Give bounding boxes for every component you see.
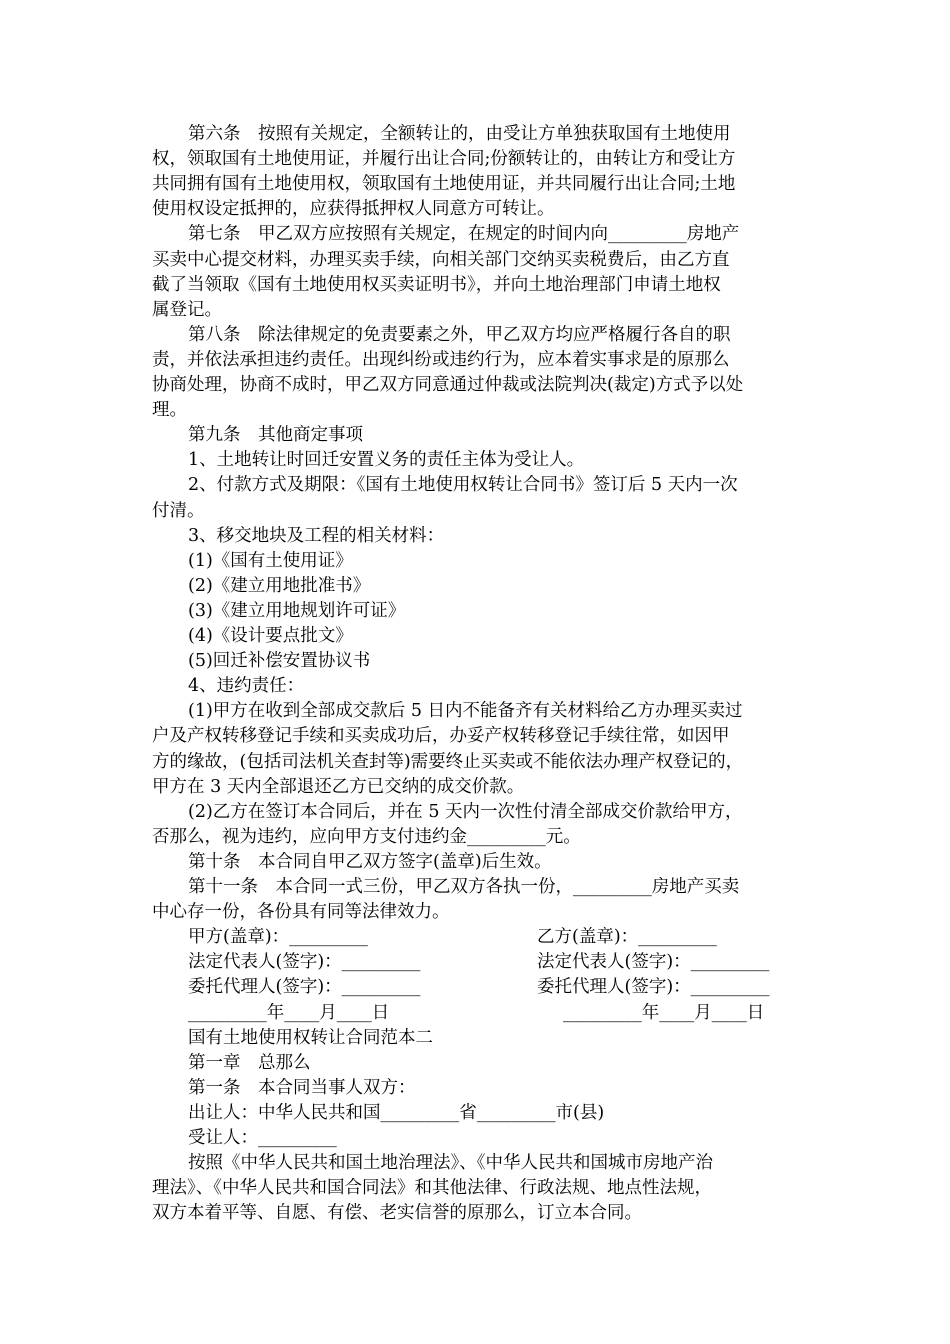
text-line: 2、付款方式及期限：《国有土地使用权转让合同书》签订后 5 天内一次 <box>188 475 738 496</box>
text-line: (3)《建立用地规划许可证》 <box>188 600 406 621</box>
text-line: 共同拥有国有土地使用权，领取国有土地使用证，并共同履行出让合同;土地 <box>152 174 736 195</box>
text-line: 属登记。 <box>152 299 222 320</box>
party-a-field: 甲方(盖章)：_________ <box>188 927 368 948</box>
text-line: (1)《国有土使用证》 <box>188 550 353 571</box>
text-line: 第十条 本合同自甲乙双方签字(盖章)后生效。 <box>188 851 552 872</box>
text-line: (1)甲方在收到全部成交款后 5 日内不能备齐有关材料给乙方办理买卖过 <box>188 701 743 722</box>
text-line: 出让人：中华人民共和国_________省_________市(县) <box>188 1102 605 1123</box>
text-line: 按照《中华人民共和国土地治理法》、《中华人民共和国城市房地产治 <box>188 1153 713 1174</box>
text-line: 否那么，视为违约，应向甲方支付违约金_________元。 <box>152 826 581 847</box>
party-b-field: 法定代表人(签字)：_________ <box>537 952 770 973</box>
text-line: 第一条 本合同当事人双方： <box>188 1077 416 1098</box>
text-line: 使用权设定抵押的，应获得抵押权人同意方可转让。 <box>152 199 555 220</box>
signature-row <box>0 975 950 1000</box>
text-line: 双方本着平等、自愿、有偿、老实信誉的原那么，订立本合同。 <box>152 1203 642 1224</box>
party-a-field: 法定代表人(签字)：_________ <box>188 952 421 973</box>
text-line: 中心存一份，各份具有同等法律效力。 <box>152 902 450 923</box>
signature-row <box>0 950 950 975</box>
party-b-field: 乙方(盖章)：_________ <box>537 927 717 948</box>
text-line: (5)回迁补偿安置协议书 <box>188 651 371 672</box>
text-line: (2)乙方在签订本合同后，并在 5 天内一次性付清全部成交价款给甲方， <box>188 801 743 822</box>
text-line: (2)《建立用地批准书》 <box>188 575 371 596</box>
party-a-field: 委托代理人(签字)：_________ <box>188 977 421 998</box>
text-line: 受让人：_________ <box>188 1128 337 1148</box>
party-a-field: _________年____月____日 <box>188 1002 390 1023</box>
text-line: 国有土地使用权转让合同范本二 <box>188 1027 433 1048</box>
text-line: 第七条 甲乙双方应按照有关规定，在规定的时间内向_________房地产 <box>188 224 740 245</box>
text-line: (4)《设计要点批文》 <box>188 626 353 646</box>
text-line: 甲方在 3 天内全部退还乙方已交纳的成交价款。 <box>152 776 525 797</box>
text-line: 协商处理，协商不成时，甲乙双方同意通过仲裁或法院判决(裁定)方式予以处 <box>152 375 744 395</box>
signature-row <box>0 925 950 950</box>
text-line: 4、违约责任： <box>188 676 305 697</box>
text-line: 方的缘故，(包括司法机关查封等)需要终止买卖或不能依法办理产权登记的， <box>152 751 744 772</box>
party-b-field: _________年____月____日 <box>563 1002 765 1023</box>
text-line: 第一章 总那么 <box>188 1052 311 1073</box>
text-line: 第九条 其他商定事项 <box>188 425 363 446</box>
text-line: 户及产权转移登记手续和买卖成功后，办妥产权转移登记手续往常，如因甲 <box>152 726 730 747</box>
text-line: 责，并依法承担违约责任。出现纠纷或违约行为，应本着实事求是的原那么 <box>152 349 730 370</box>
text-line: 理法》、《中华人民共和国合同法》和其他法律、行政法规、地点性法规， <box>152 1178 712 1199</box>
text-line: 第八条 除法律规定的免责要素之外，甲乙双方均应严格履行各自的职 <box>188 324 731 345</box>
party-b-field: 委托代理人(签字)：_________ <box>537 977 770 998</box>
text-line: 第十一条 本合同一式三份，甲乙双方各执一份，_________房地产买卖 <box>188 877 740 897</box>
text-line: 买卖中心提交材料，办理买卖手续，向相关部门交纳买卖税费后，由乙方直 <box>152 249 730 270</box>
text-line: 截了当领取《国有土地使用权买卖证明书》，并向土地治理部门申请土地权 <box>152 274 721 295</box>
text-line: 1、土地转让时回迁安置义务的责任主体为受让人。 <box>188 450 585 471</box>
text-line: 权，领取国有土地使用证，并履行出让合同;份额转让的，由转让方和受让方 <box>152 149 736 170</box>
text-line: 第六条 按照有关规定，全额转让的，由受让方单独获取国有土地使用 <box>188 124 731 144</box>
text-line: 理。 <box>152 400 187 421</box>
signature-row <box>0 1001 950 1026</box>
text-line: 3、移交地块及工程的相关材料： <box>188 525 445 546</box>
text-line: 付清。 <box>152 500 205 521</box>
